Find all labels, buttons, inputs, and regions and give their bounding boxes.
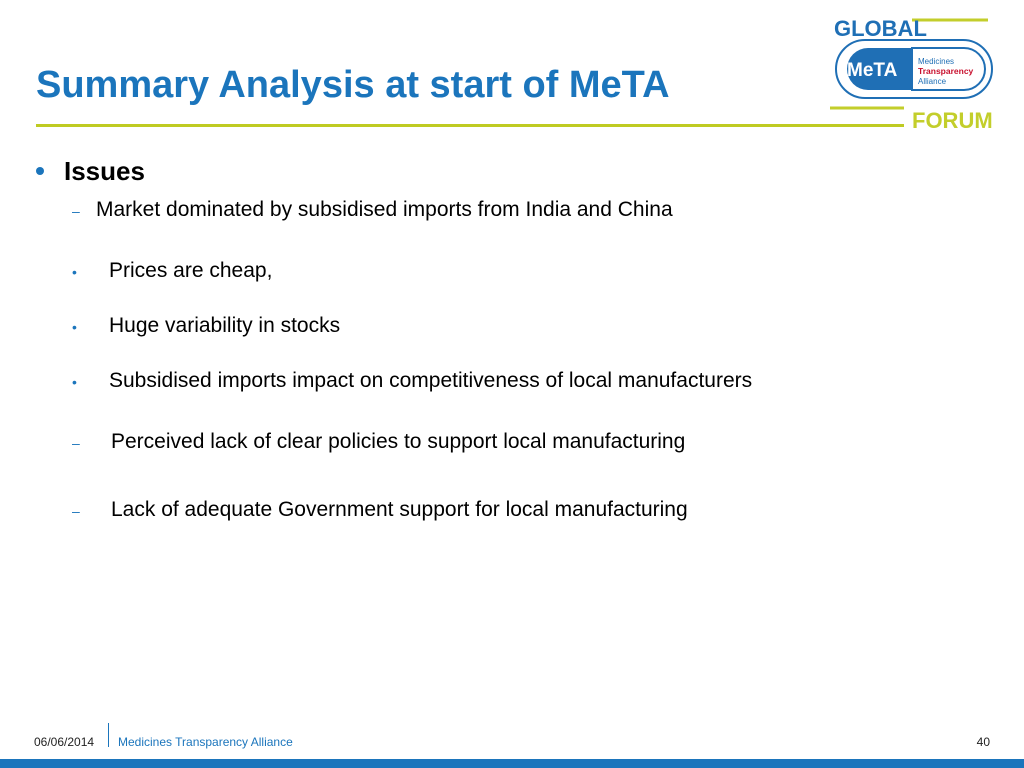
bullet-marker-icon: • — [72, 264, 77, 280]
logo-top-word: GLOBAL — [834, 16, 927, 41]
slide-title: Summary Analysis at start of MeTA — [36, 64, 670, 106]
logo-bottom-word: FORUM — [912, 108, 993, 132]
footer-separator — [108, 723, 109, 747]
page-number: 40 — [976, 735, 990, 749]
list-item: Perceived lack of clear policies to support local manufacturing — [111, 430, 686, 453]
title-rule — [36, 124, 904, 127]
bullet-level1-text: Issues — [64, 156, 145, 186]
logo-graphic — [828, 10, 998, 132]
dash-marker-icon: – — [72, 203, 80, 219]
meta-global-forum-logo — [828, 10, 998, 132]
logo-badge-text: MeTA — [847, 60, 898, 81]
dash-marker-icon: – — [72, 503, 80, 519]
logo-line3: Alliance — [918, 77, 947, 86]
list-item: Prices are cheap, — [109, 259, 273, 282]
footer-organization: Medicines Transparency Alliance — [118, 735, 293, 749]
logo-line1: Medicines — [918, 57, 955, 66]
circle-bullet-icon — [36, 167, 44, 175]
list-item: Huge variability in stocks — [109, 314, 341, 337]
bullet-marker-icon: • — [72, 319, 77, 335]
list-item: Market dominated by subsidised imports from India and China — [96, 198, 673, 221]
list-item: Lack of adequate Government support for local manufacturing — [111, 498, 688, 521]
bullet-marker-icon: • — [72, 374, 77, 390]
dash-marker-icon: – — [72, 435, 80, 451]
footer-date: 06/06/2014 — [34, 735, 95, 749]
bottom-bar — [0, 759, 1024, 768]
logo-line2: Transparency — [918, 66, 974, 76]
list-item: Subsidised imports impact on competitiveness of local manufacturers — [109, 369, 753, 392]
bullet-level1 — [36, 155, 145, 187]
